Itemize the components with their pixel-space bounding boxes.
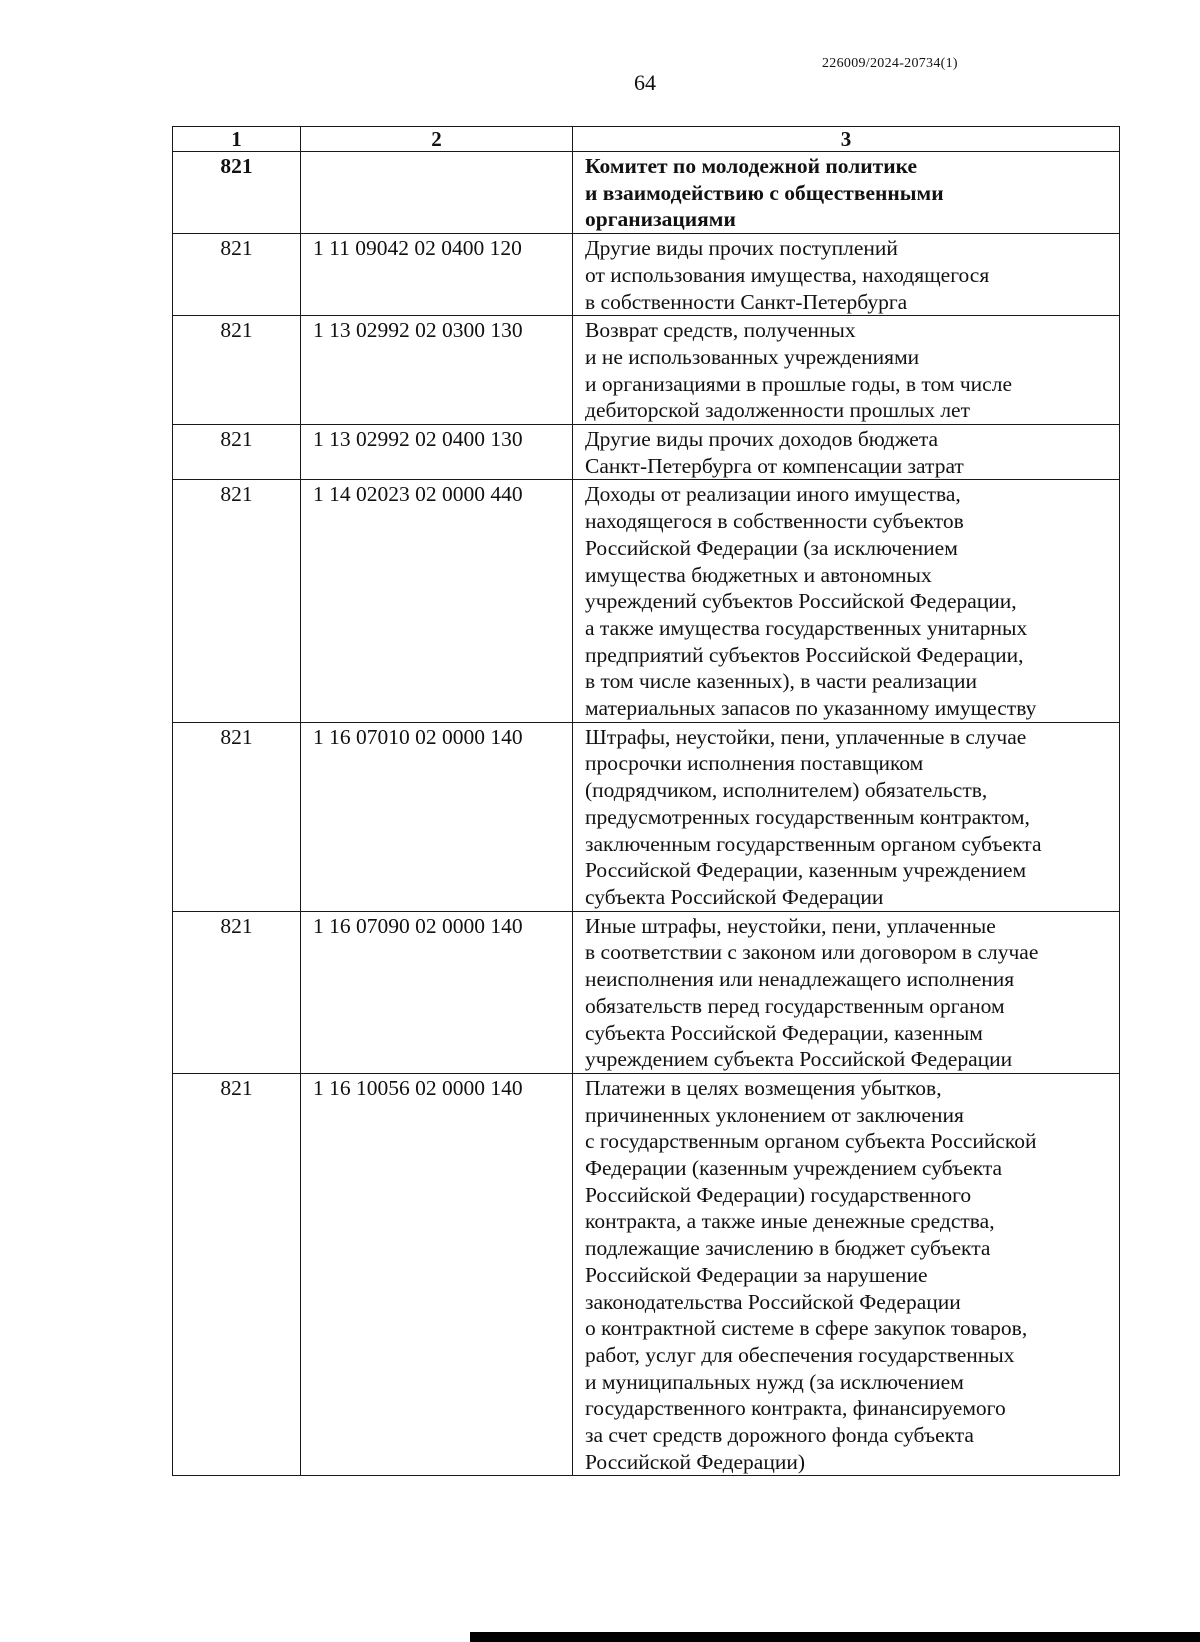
description-line: о контрактной системе в сфере закупок товаров, [585,1316,1028,1341]
budget-classification-code-cell [301,152,573,234]
description-line: организациями [585,207,736,232]
description-line: обязательств перед государственным органом [585,993,1005,1018]
description-line: учреждений субъектов Российской Федерации, [585,589,1017,614]
column-header: 1 [173,127,301,152]
description-line: Возврат средств, полученных [585,318,856,343]
description-line: законодательства Российской Федерации [585,1289,961,1314]
description-line: неисполнения или ненадлежащего исполнения [585,967,1015,992]
description-line: и организациями в прошлые годы, в том числе [585,371,1012,396]
admin-code-cell: 821 [173,152,301,234]
table-row [173,1073,1120,1476]
table-row [173,234,1120,316]
budget-classification-code-cell: 1 16 10056 02 0000 140 [301,1073,573,1476]
table-row [173,480,1120,722]
description-line: предприятий субъектов Российской Федерации, [585,642,1024,667]
description-line: в собственности Санкт-Петербурга [585,289,908,314]
description-line: Федерации (казенным учреждением субъекта [585,1156,1003,1181]
description-line: причиненных уклонением от заключения [585,1102,964,1127]
description-line: и муниципальных нужд (за исключением [585,1369,964,1394]
admin-code-cell: 821 [173,1073,301,1476]
description-line: за счет средств дорожного фонда субъекта [585,1423,974,1448]
revenue-description-cell [573,1073,1120,1476]
table-section-row [173,152,1120,234]
description-line: Российской Федерации, казенным учреждением [585,858,1027,883]
table-header-row [173,127,1120,152]
document-registration-number: 226009/2024-20734(1) [822,56,958,71]
admin-code-cell: 821 [173,425,301,480]
description-line: от использования имущества, находящегося [585,262,990,287]
description-line: и взаимодействию с общественными [585,180,944,205]
description-line: подлежащие зачислению в бюджет субъекта [585,1236,991,1261]
description-line: Комитет по молодежной политике [585,154,918,178]
table-row [173,316,1120,425]
description-line: Российской Федерации (за исключением [585,535,958,560]
admin-code-cell: 821 [173,911,301,1073]
description-line: Российской Федерации) [585,1449,806,1474]
revenue-description-cell [573,234,1120,316]
table-row [173,425,1120,480]
column-header: 3 [573,127,1120,152]
budget-classification-code-cell: 1 16 07010 02 0000 140 [301,722,573,911]
description-line: предусмотренных государственным контрактом, [585,804,1030,829]
description-line: государственного контракта, финансируемого [585,1396,1006,1421]
description-line: Другие виды прочих доходов бюджета [585,427,939,452]
table-body [173,152,1120,1476]
description-line: контракта, а также иные денежные средства, [585,1209,995,1234]
description-line: Платежи в целях возмещения убытков, [585,1075,942,1100]
description-line: в соответствии с законом или договором в случае [585,940,1039,965]
revenue-description-cell [573,480,1120,722]
admin-code-cell: 821 [173,234,301,316]
description-line: а также имущества государственных унитарных [585,615,1028,640]
budget-classification-code-cell: 1 13 02992 02 0400 130 [301,425,573,480]
admin-code-cell: 821 [173,722,301,911]
description-line: Санкт-Петербурга от компенсации затрат [585,453,964,478]
description-line: Российской Федерации) государственного [585,1182,972,1207]
revenue-codes-table [172,126,1120,1476]
description-line: с государственным органом субъекта Российской [585,1129,1037,1154]
description-line: (подрядчиком, исполнителем) обязательств, [585,778,988,803]
revenue-description-cell [573,722,1120,911]
scan-edge-bar [470,1632,1200,1642]
revenue-description-cell [573,425,1120,480]
description-line: материальных запасов по указанному имуществу [585,696,1037,721]
budget-classification-code-cell: 1 13 02992 02 0300 130 [301,316,573,425]
description-line: Штрафы, неустойки, пени, уплаченные в случае [585,724,1027,749]
budget-classification-code-cell: 1 16 07090 02 0000 140 [301,911,573,1073]
budget-classification-code-cell: 1 14 02023 02 0000 440 [301,480,573,722]
page-number: 64 [634,70,656,95]
description-line: Российской Федерации за нарушение [585,1262,928,1287]
revenue-description-cell [573,316,1120,425]
description-line: находящегося в собственности субъектов [585,509,964,534]
revenue-description-cell [573,152,1120,234]
description-line: Доходы от реализации иного имущества, [585,482,961,507]
admin-code-cell: 821 [173,480,301,722]
admin-code-cell: 821 [173,316,301,425]
description-line: имущества бюджетных и автономных [585,562,932,587]
budget-classification-code-cell: 1 11 09042 02 0400 120 [301,234,573,316]
description-line: в том числе казенных), в части реализации [585,669,978,694]
description-line: субъекта Российской Федерации, казенным [585,1020,983,1045]
description-line: и не использованных учреждениями [585,344,920,369]
table-row [173,911,1120,1073]
description-line: работ, услуг для обеспечения государственных [585,1342,1015,1367]
table-row [173,722,1120,911]
description-line: субъекта Российской Федерации [585,884,884,909]
description-line: Иные штрафы, неустойки, пени, уплаченные [585,913,996,938]
column-header: 2 [301,127,573,152]
description-line: Другие виды прочих поступлений [585,236,898,261]
description-line: просрочки исполнения поставщиком [585,751,924,776]
description-line: дебиторской задолженности прошлых лет [585,398,970,423]
description-line: заключенным государственным органом субъекта [585,831,1042,856]
description-line: учреждением субъекта Российской Федерации [585,1047,1013,1072]
revenue-description-cell [573,911,1120,1073]
